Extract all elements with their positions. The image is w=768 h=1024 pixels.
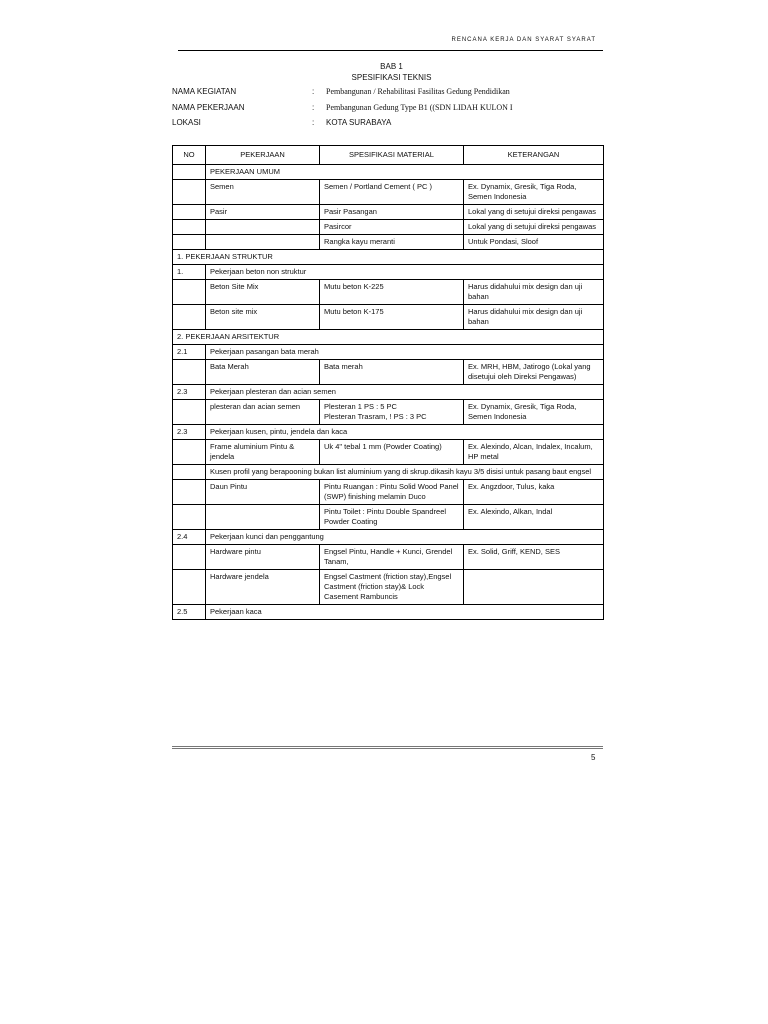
spesifikasi-cell: Rangka kayu meranti — [320, 235, 464, 250]
section-title: 1. PEKERJAAN STRUKTUR — [173, 250, 604, 265]
subhead-row — [173, 265, 604, 280]
subhead-row — [173, 165, 604, 180]
spesifikasi-cell: Pintu Toilet : Pintu Double Spandreel Powder Coating — [320, 505, 464, 530]
table-row — [173, 545, 604, 570]
table-row — [173, 235, 604, 250]
col-header-keterangan: KETERANGAN — [464, 146, 604, 165]
chapter-title: BAB 1 — [380, 62, 403, 71]
pekerjaan-cell — [206, 220, 320, 235]
table-row — [173, 205, 604, 220]
subhead-title: PEKERJAAN UMUM — [206, 165, 604, 180]
meta-key: NAMA KEGIATAN — [172, 87, 237, 96]
meta-key: LOKASI — [172, 118, 201, 127]
spesifikasi-cell: Engsel Castment (friction stay),Engsel Castment (friction stay)& Lock Casement Rambuncis — [320, 570, 464, 605]
table-row — [173, 505, 604, 530]
subhead-title: Pekerjaan pasangan bata merah — [206, 345, 604, 360]
table-row — [173, 570, 604, 605]
spesifikasi-cell: Plesteran 1 PS : 5 PC Plesteran Trasram, ! PS : 3 PC — [320, 400, 464, 425]
row-number: 2.5 — [173, 605, 206, 620]
keterangan-cell: Lokal yang di setujui direksi pengawas — [464, 220, 604, 235]
spesifikasi-cell: Bata merah — [320, 360, 464, 385]
subhead-row — [173, 345, 604, 360]
keterangan-cell: Lokal yang di setujui direksi pengawas — [464, 205, 604, 220]
row-number — [173, 360, 206, 385]
meta-colon: : — [312, 87, 315, 96]
meta-value: KOTA SURABAYA — [326, 118, 392, 127]
pekerjaan-cell: Beton Site Mix — [206, 280, 320, 305]
keterangan-cell — [464, 570, 604, 605]
table-row — [173, 400, 604, 425]
row-number — [173, 480, 206, 505]
keterangan-cell: Harus didahului mix design dan uji bahan — [464, 305, 604, 330]
col-header-pekerjaan: PEKERJAAN — [206, 146, 320, 165]
pekerjaan-cell: Daun Pintu — [206, 480, 320, 505]
subhead-title: Pekerjaan kaca — [206, 605, 604, 620]
meta-colon: : — [312, 103, 315, 112]
note-text: Kusen profil yang berapooning bukan list aluminium yang di skrup.dikasih kayu 3/5 disisi untuk pasang baut engsel — [206, 465, 604, 480]
spesifikasi-cell: Mutu beton K-175 — [320, 305, 464, 330]
pekerjaan-cell: plesteran dan acian semen — [206, 400, 320, 425]
pekerjaan-cell: Hardware jendela — [206, 570, 320, 605]
table-row — [173, 360, 604, 385]
spec-table-body — [173, 165, 604, 620]
keterangan-cell: Ex. Solid, Griff, KEND, SES — [464, 545, 604, 570]
subhead-title: Pekerjaan kusen, pintu, jendela dan kaca — [206, 425, 604, 440]
subhead-title: Pekerjaan plesteran dan acian semen — [206, 385, 604, 400]
row-number — [173, 220, 206, 235]
row-number — [173, 545, 206, 570]
col-header-no: NO — [173, 146, 206, 165]
subhead-title: Pekerjaan beton non struktur — [206, 265, 604, 280]
row-number — [173, 280, 206, 305]
table-header-row — [173, 146, 604, 165]
spesifikasi-cell: Uk 4" tebal 1 mm (Powder Coating) — [320, 440, 464, 465]
pekerjaan-cell: Frame aluminium Pintu & jendela — [206, 440, 320, 465]
pekerjaan-cell — [206, 505, 320, 530]
subhead-row — [173, 605, 604, 620]
section-row — [173, 250, 604, 265]
table-row — [173, 220, 604, 235]
note-row — [173, 465, 604, 480]
spesifikasi-cell: Pasircor — [320, 220, 464, 235]
keterangan-cell: Ex. Angzdoor, Tulus, kaka — [464, 480, 604, 505]
row-number — [173, 205, 206, 220]
row-number: 2.3 — [173, 425, 206, 440]
row-number: 2.3 — [173, 385, 206, 400]
keterangan-cell: Ex. Dynamix, Gresik, Tiga Roda, Semen Indonesia — [464, 400, 604, 425]
row-number — [173, 400, 206, 425]
chapter-subtitle: SPESIFIKASI TEKNIS — [351, 73, 432, 82]
spesifikasi-cell: Semen / Portland Cement ( PC ) — [320, 180, 464, 205]
keterangan-cell: Harus didahului mix design dan uji bahan — [464, 280, 604, 305]
row-number — [173, 180, 206, 205]
row-number — [173, 235, 206, 250]
row-number — [173, 505, 206, 530]
pekerjaan-cell: Beton site mix — [206, 305, 320, 330]
row-number: 2.1 — [173, 345, 206, 360]
subhead-row — [173, 425, 604, 440]
table-row — [173, 180, 604, 205]
spec-table — [172, 145, 604, 620]
spesifikasi-cell: Engsel Pintu, Handle + Kunci, Grendel Tanam, — [320, 545, 464, 570]
section-title: 2. PEKERJAAN ARSITEKTUR — [173, 330, 604, 345]
row-number — [173, 440, 206, 465]
subhead-row — [173, 530, 604, 545]
spesifikasi-cell: Pintu Ruangan : Pintu Solid Wood Panel (SWP) finishing melamin Duco — [320, 480, 464, 505]
meta-value: Pembangunan Gedung Type B1 ((SDN LIDAH KULON I — [326, 103, 513, 112]
section-row — [173, 330, 604, 345]
row-number: 2.4 — [173, 530, 206, 545]
keterangan-cell: Ex. Alexindo, Alcan, Indalex, Incalum, HP metal — [464, 440, 604, 465]
pekerjaan-cell: Semen — [206, 180, 320, 205]
meta-key: NAMA PEKERJAAN — [172, 103, 245, 112]
running-head: RENCANA KERJA DAN SYARAT SYARAT — [451, 37, 596, 43]
keterangan-cell: Ex. Dynamix, Gresik, Tiga Roda, Semen Indonesia — [464, 180, 604, 205]
row-number — [173, 305, 206, 330]
table-row — [173, 440, 604, 465]
subhead-row — [173, 385, 604, 400]
pekerjaan-cell: Pasir — [206, 205, 320, 220]
row-number — [173, 465, 206, 480]
row-number — [173, 570, 206, 605]
keterangan-cell: Untuk Pondasi, Sloof — [464, 235, 604, 250]
meta-value: Pembangunan / Rehabilitasi Fasilitas Gedung Pendidikan — [326, 87, 510, 96]
footer-rule — [172, 746, 603, 749]
spesifikasi-cell: Mutu beton K-225 — [320, 280, 464, 305]
keterangan-cell: Ex. Alexindo, Alkan, Indal — [464, 505, 604, 530]
header-rule — [178, 50, 603, 51]
spesifikasi-cell: Pasir Pasangan — [320, 205, 464, 220]
table-row — [173, 480, 604, 505]
row-number — [173, 165, 206, 180]
row-number: 1. — [173, 265, 206, 280]
subhead-title: Pekerjaan kunci dan penggantung — [206, 530, 604, 545]
col-header-spesifikasi: SPESIFIKASI MATERIAL — [320, 146, 464, 165]
page-number: 5 — [591, 753, 596, 762]
table-row — [173, 305, 604, 330]
meta-colon: : — [312, 118, 315, 127]
table-row — [173, 280, 604, 305]
pekerjaan-cell — [206, 235, 320, 250]
pekerjaan-cell: Bata Merah — [206, 360, 320, 385]
pekerjaan-cell: Hardware pintu — [206, 545, 320, 570]
keterangan-cell: Ex. MRH, HBM, Jatirogo (Lokal yang disetujui oleh Direksi Pengawas) — [464, 360, 604, 385]
